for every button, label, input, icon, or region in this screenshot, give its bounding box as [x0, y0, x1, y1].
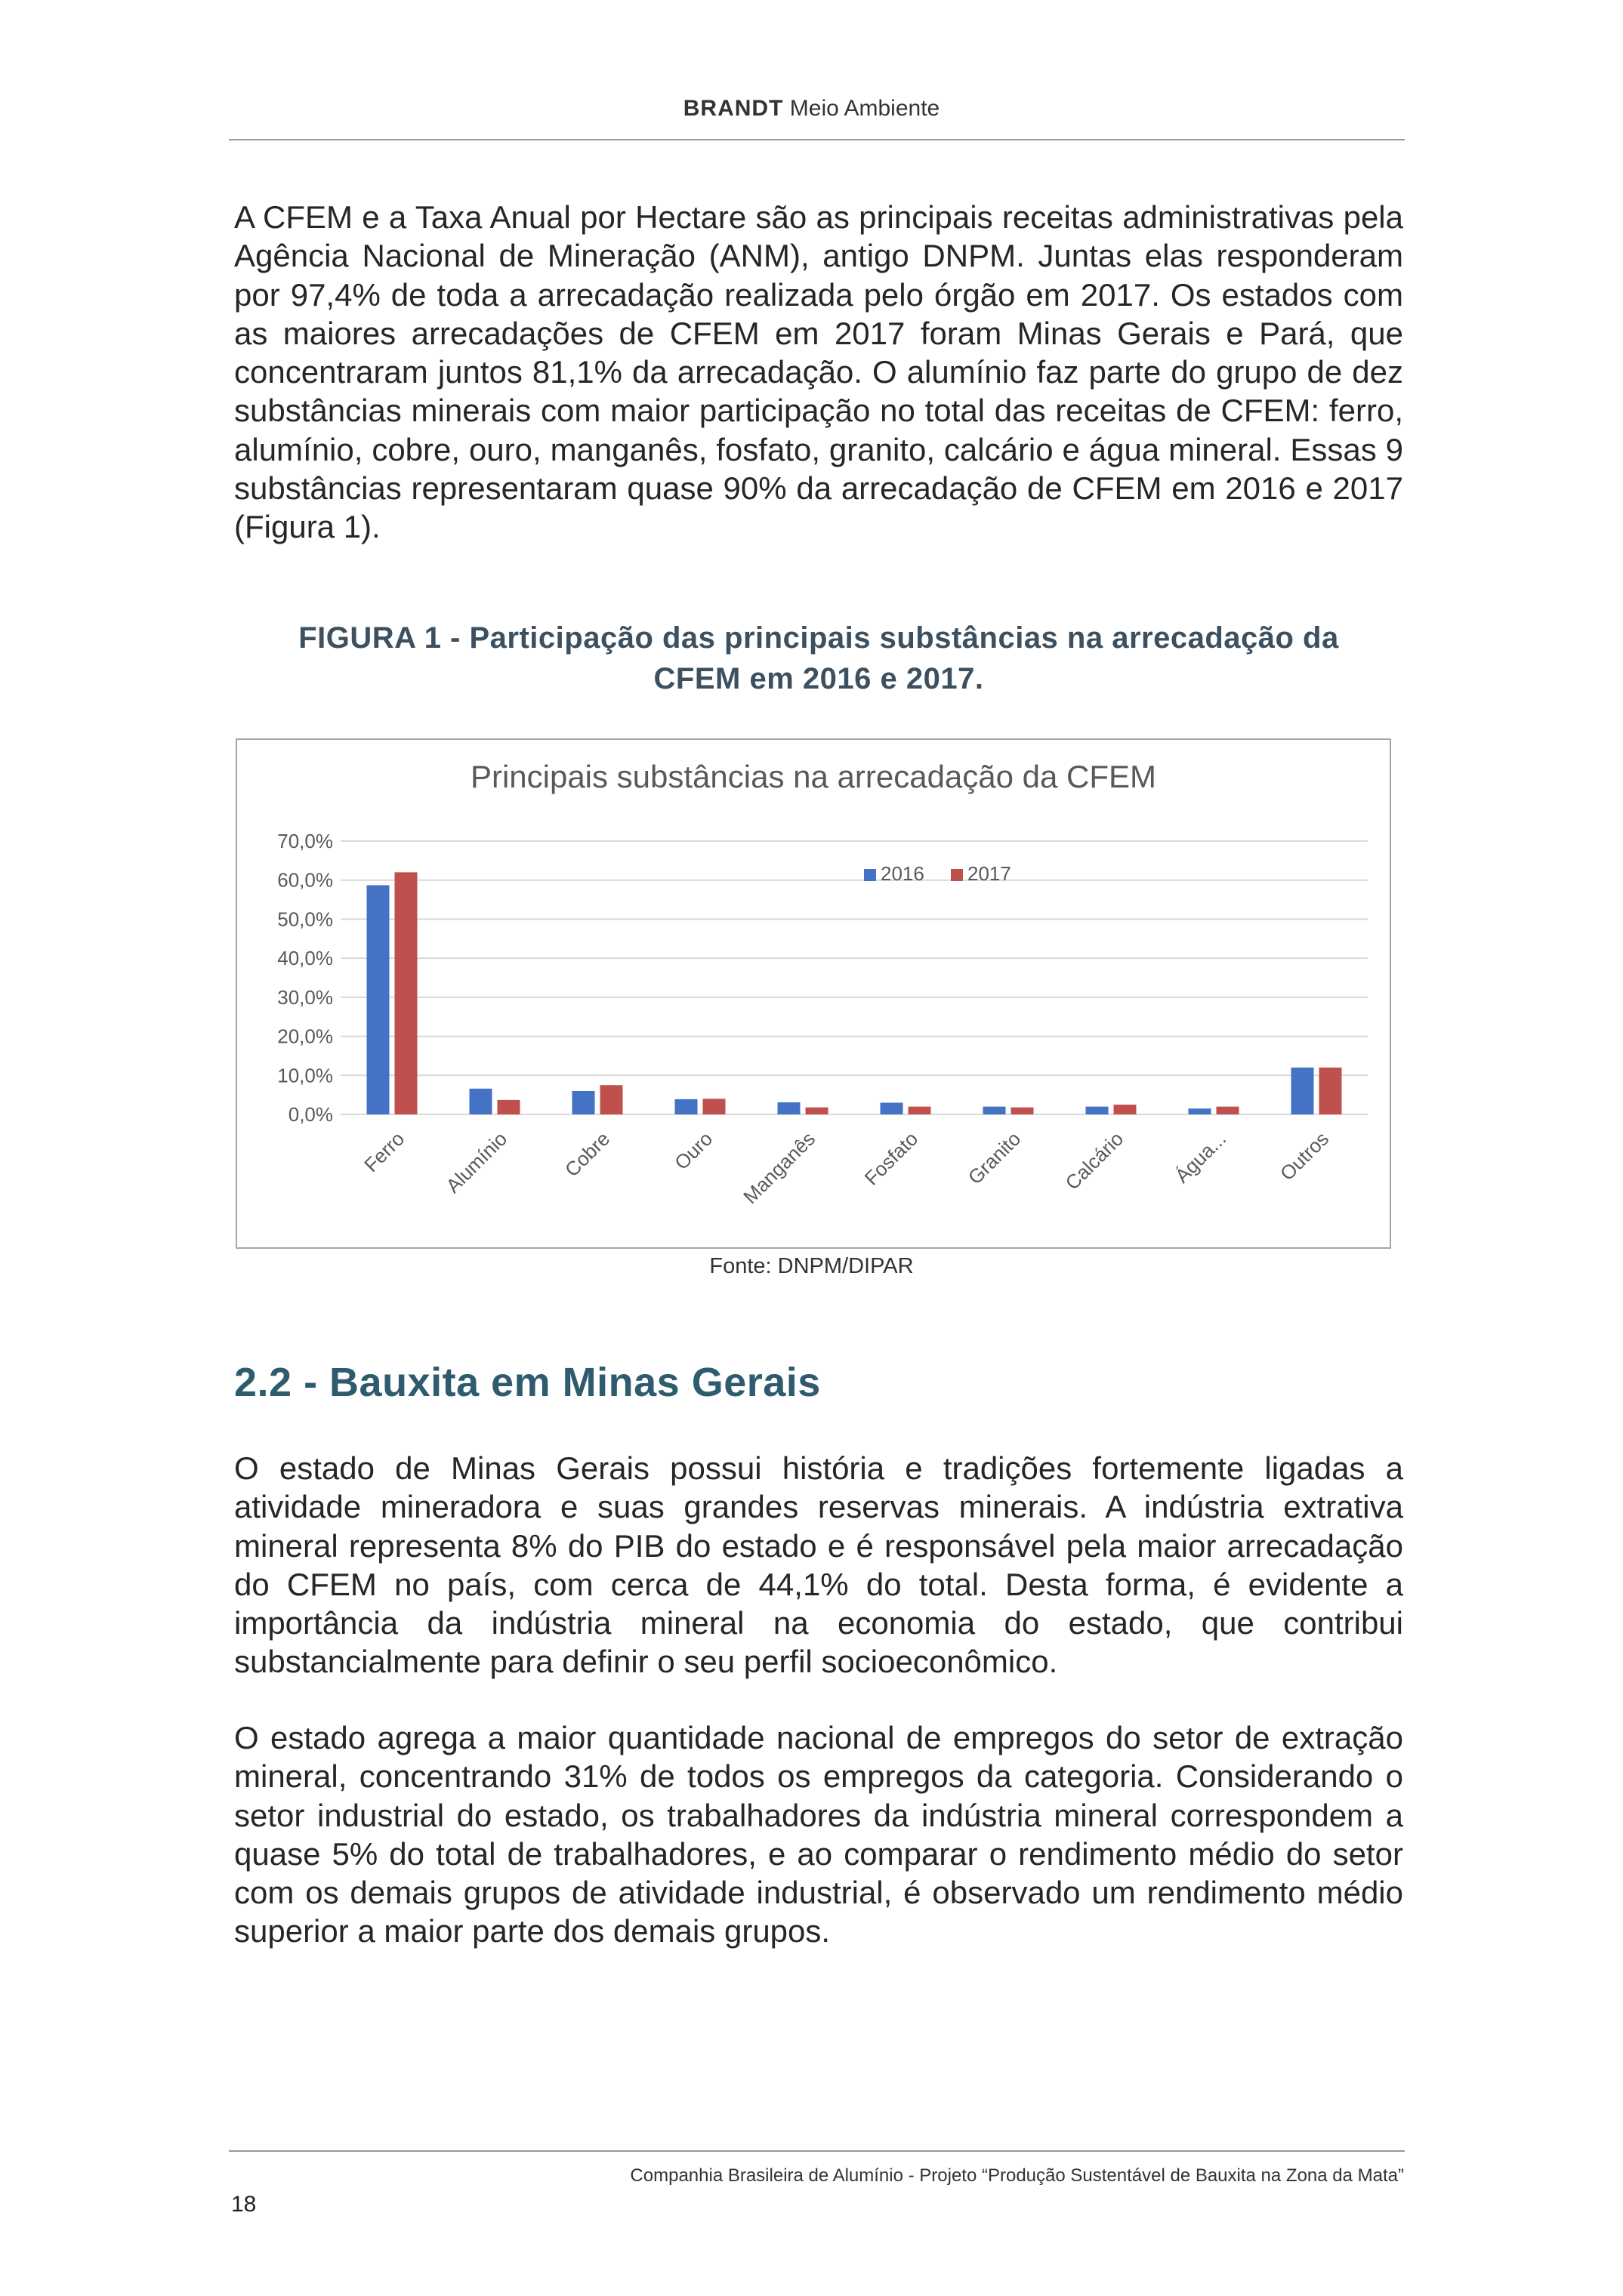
mg-paragraph-2: O estado agrega a maior quantidade nacional de empregos do setor de extração mineral, concentrando 31% de todos os empregos da categoria. Considerando o setor industrial do estado, os trabalhadores da indústria mineral correspondem a quase 5% do total de trabalhadores, e ao comparar o rendimento médio do setor com os demais grupos de atividade industrial, é observado um rendimento médio superior a maior parte dos demais grupos.	[234, 1720, 1403, 1949]
legend-swatch-2017	[951, 869, 963, 881]
figure-caption-line2: CFEM em 2016 e 2017.	[653, 662, 984, 695]
bar-2017-2	[600, 1085, 623, 1114]
figure-caption	[249, 618, 1388, 699]
y-tick-label: 50,0%	[277, 908, 333, 931]
footer-text: Companhia Brasileira de Alumínio - Projeto “Produção Sustentável de Bauxita na Zona da Mata”	[630, 2165, 1404, 2186]
chart-frame	[236, 738, 1391, 1249]
legend-swatch-2016	[864, 869, 876, 881]
bar-2017-6	[1011, 1108, 1034, 1114]
intro-paragraph: A CFEM e a Taxa Anual por Hectare são as principais receitas administrativas pela Agência Nacional de Mineração (ANM), antigo DNPM. Juntas elas responderam por 97,4% de toda a arrecadação realizada pelo órgão em 2017. Os estados com as maiores arrecadações de CFEM em 2017 foram Minas Gerais e Pará, que concentraram juntos 81,1% da arrecadação. O alumínio faz parte do grupo de dez substâncias minerais com maior participação no total das receitas de CFEM: ferro, alumínio, cobre, ouro, manganês, fosfato, granito, calcário e água mineral. Essas 9 substâncias representaram quase 90% da arrecadação de CFEM em 2016 e 2017 (Figura 1).	[234, 199, 1403, 545]
y-tick-label: 70,0%	[277, 830, 333, 852]
bar-2016-4	[778, 1102, 801, 1114]
legend-label: 2016	[881, 862, 924, 885]
footer-rule	[229, 2150, 1405, 2152]
figure-caption-line1: FIGURA 1 - Participação das principais substâncias na arrecadação da	[298, 621, 1339, 655]
bar-2016-8	[1189, 1108, 1211, 1114]
x-tick-label: Manganês	[739, 1127, 820, 1209]
x-tick-label: Ferro	[359, 1127, 409, 1177]
bar-2016-5	[881, 1102, 903, 1114]
mg-paragraph-1: O estado de Minas Gerais possui história e tradições fortemente ligadas a atividade mineradora e suas grandes reservas minerais. A indústria extrativa mineral representa 8% do PIB do estado e é responsável pela maior arrecadação do CFEM no país, com cerca de 44,1% do total. Desta forma, é evidente a importância da indústria mineral na economia do estado, que contribui substancialmente para definir o seu perfil socioeconômico.	[234, 1450, 1403, 1680]
bar-2016-0	[367, 885, 390, 1114]
bar-2016-3	[675, 1099, 698, 1114]
bar-2016-9	[1291, 1068, 1314, 1114]
bar-2017-9	[1319, 1068, 1342, 1114]
chart-title: Principais substâncias na arrecadação da CFEM	[470, 759, 1157, 794]
bar-2017-4	[806, 1108, 828, 1114]
x-tick-label: Cobre	[560, 1127, 615, 1182]
page-header	[0, 96, 1623, 122]
x-tick-label: Calcário	[1060, 1127, 1128, 1194]
bar-2016-7	[1086, 1107, 1109, 1114]
figure-source: Fonte: DNPM/DIPAR	[709, 1254, 914, 1278]
x-tick-label: Granito	[963, 1127, 1026, 1189]
bar-2017-7	[1114, 1105, 1137, 1114]
y-tick-label: 20,0%	[277, 1025, 333, 1048]
page-number: 18	[231, 2192, 257, 2217]
y-tick-label: 0,0%	[288, 1103, 333, 1126]
y-tick-label: 60,0%	[277, 868, 333, 892]
header-rule	[229, 139, 1405, 140]
bar-2017-8	[1217, 1107, 1239, 1114]
header-brand: BRANDT	[683, 96, 784, 121]
x-tick-label: Fosfato	[859, 1127, 923, 1190]
y-tick-label: 10,0%	[277, 1064, 333, 1087]
section-title: 2.2 - Bauxita em Minas Gerais	[234, 1360, 821, 1405]
y-tick-label: 30,0%	[277, 985, 333, 1009]
bar-2017-3	[703, 1099, 726, 1114]
legend-label: 2017	[967, 862, 1011, 885]
bar-2016-2	[572, 1091, 595, 1114]
bar-2017-5	[909, 1107, 931, 1114]
bar-2016-1	[470, 1089, 492, 1114]
bar-2017-1	[498, 1100, 520, 1114]
bar-chart	[237, 740, 1390, 1247]
x-tick-label: Água...	[1170, 1127, 1231, 1188]
y-tick-label: 40,0%	[277, 947, 333, 970]
x-tick-label: Outros	[1275, 1127, 1334, 1185]
x-tick-label: Ouro	[670, 1127, 717, 1175]
bar-2017-0	[395, 872, 418, 1114]
x-tick-label: Alumínio	[441, 1127, 512, 1197]
bar-2016-6	[983, 1107, 1006, 1114]
header-subtitle: Meio Ambiente	[789, 96, 940, 121]
